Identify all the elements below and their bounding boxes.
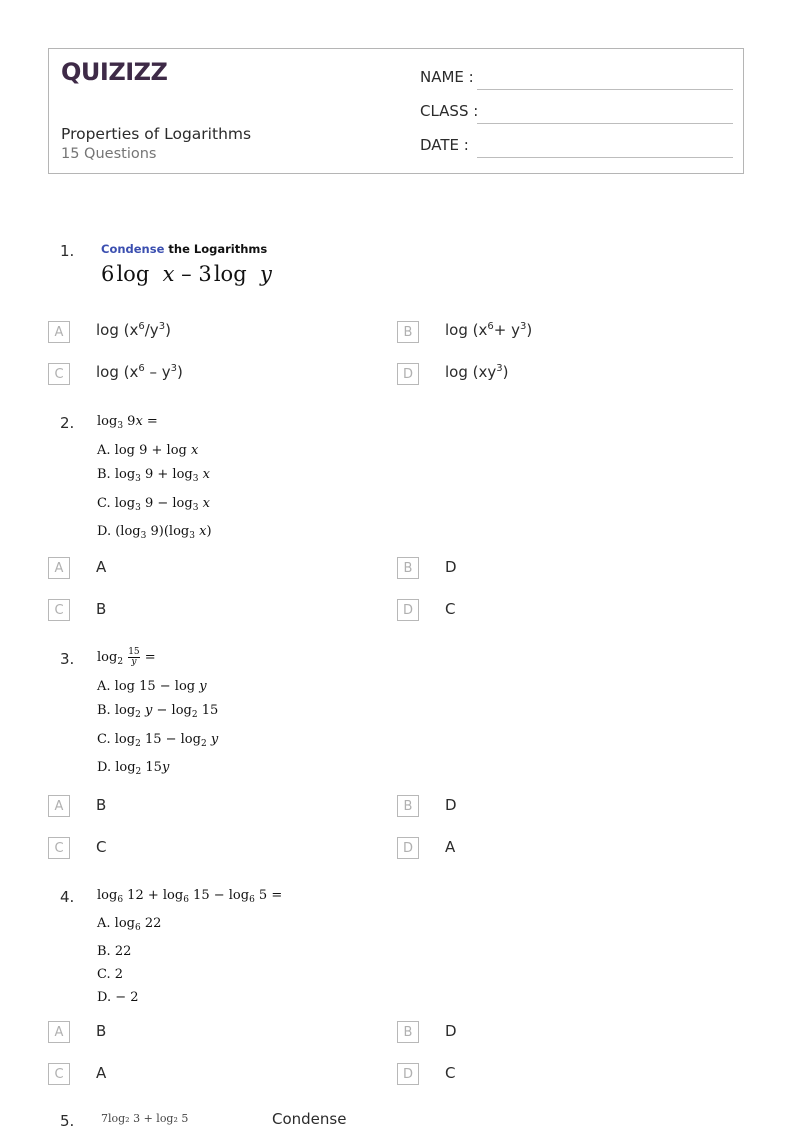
class-line xyxy=(477,123,733,124)
question-number: 4. xyxy=(60,888,75,906)
question-stem: $\log_6 12 + \log_6 15 - \log_6 5$ = xyxy=(97,888,283,905)
condense-label: Condense xyxy=(272,1110,347,1128)
option-c-box[interactable]: C xyxy=(48,599,70,621)
option-a-box[interactable]: A xyxy=(48,557,70,579)
choice-line: B. $\log_3 9 + \log_3 x$ xyxy=(97,467,210,484)
prompt-text: the Logarithms xyxy=(164,242,268,256)
option-d-box[interactable]: D xyxy=(397,837,419,859)
option-a-box[interactable]: A xyxy=(48,1021,70,1043)
choice-line: C. 2 xyxy=(97,967,124,982)
option-b-text[interactable]: D xyxy=(445,558,457,576)
option-d-text[interactable]: C xyxy=(445,1064,456,1082)
option-d-text[interactable]: A xyxy=(445,838,456,856)
question-number: 1. xyxy=(60,242,75,260)
option-c-text[interactable]: $\log (x^6 - y^3)$ xyxy=(96,363,183,381)
class-label: CLASS : xyxy=(420,102,479,120)
choice-line: B. $\log_2 y - \log_2 15$ xyxy=(97,703,219,720)
question-prompt xyxy=(101,242,267,256)
option-c-text[interactable]: A xyxy=(96,1064,107,1082)
question-number: 2. xyxy=(60,414,75,432)
option-b-text[interactable]: D xyxy=(445,796,457,814)
option-a-text[interactable]: B xyxy=(96,1022,107,1040)
worksheet-title: Properties of Logarithms xyxy=(61,125,252,143)
option-a-box[interactable]: A xyxy=(48,795,70,817)
choice-line: D. − 2 xyxy=(97,990,139,1005)
option-c-box[interactable]: C xyxy=(48,837,70,859)
choice-line: C. $\log_3 9 - \log_3 x$ xyxy=(97,495,210,513)
option-b-text[interactable]: $\log (x^6+ y^3)$ xyxy=(445,321,533,339)
question-number: 3. xyxy=(60,650,75,668)
option-b-box[interactable]: B xyxy=(397,321,419,343)
fraction: $\frac{15}{y}$ xyxy=(128,647,140,667)
choice-line: A. log 15 − log y xyxy=(97,678,207,694)
name-line xyxy=(477,89,733,90)
name-label: NAME : xyxy=(420,68,474,86)
option-c-text[interactable]: C xyxy=(96,838,107,856)
option-d-box[interactable]: D xyxy=(397,599,419,621)
question-stem: $\log_3 9x$ = xyxy=(97,414,158,431)
question-image xyxy=(97,646,218,785)
prompt-highlight: Condense xyxy=(101,242,165,256)
option-b-box[interactable]: B xyxy=(397,557,419,579)
date-line xyxy=(477,157,733,158)
question-image xyxy=(97,884,282,1009)
option-c-box[interactable]: C xyxy=(48,363,70,385)
option-b-text[interactable]: D xyxy=(445,1022,457,1040)
option-c-box[interactable]: C xyxy=(48,1063,70,1085)
choice-line: D. ($\log_3$ $9)(\log_3$ x) xyxy=(97,524,212,541)
quizizz-logo: QUIZIZZ xyxy=(61,58,168,86)
option-d-text[interactable]: $\log (xy^3)$ xyxy=(445,363,509,381)
choice-line: D. $\log_2 15y$ xyxy=(97,760,170,777)
question-stem: $\log_2$ $\frac{15}{y}$ = xyxy=(97,647,156,667)
option-b-box[interactable]: B xyxy=(397,795,419,817)
question-number: 5. xyxy=(60,1112,75,1130)
option-c-text[interactable]: B xyxy=(96,600,107,618)
question-image xyxy=(97,410,212,549)
question-expression: 6 log x – 3 log y xyxy=(101,262,272,286)
date-label: DATE : xyxy=(420,136,469,154)
question-count: 15 Questions xyxy=(61,146,157,162)
option-b-box[interactable]: B xyxy=(397,1021,419,1043)
choice-line: C. $\log_2 15 - \log_2 y$ xyxy=(97,731,219,749)
option-a-text[interactable]: $\log (x^6/y^3)$ xyxy=(96,321,171,339)
question-stem-partial: 7log₂ 3 + log₂ 5 xyxy=(101,1112,189,1125)
option-d-box[interactable]: D xyxy=(397,363,419,385)
option-d-box[interactable]: D xyxy=(397,1063,419,1085)
choice-line: B. 22 xyxy=(97,944,132,959)
option-a-box[interactable]: A xyxy=(48,321,70,343)
choice-line: A. log 9 + log x xyxy=(97,442,199,458)
option-a-text[interactable]: B xyxy=(96,796,107,814)
option-a-text[interactable]: A xyxy=(96,558,107,576)
option-d-text[interactable]: C xyxy=(445,600,456,618)
choice-line: A. $\log_6 22$ xyxy=(97,916,162,933)
